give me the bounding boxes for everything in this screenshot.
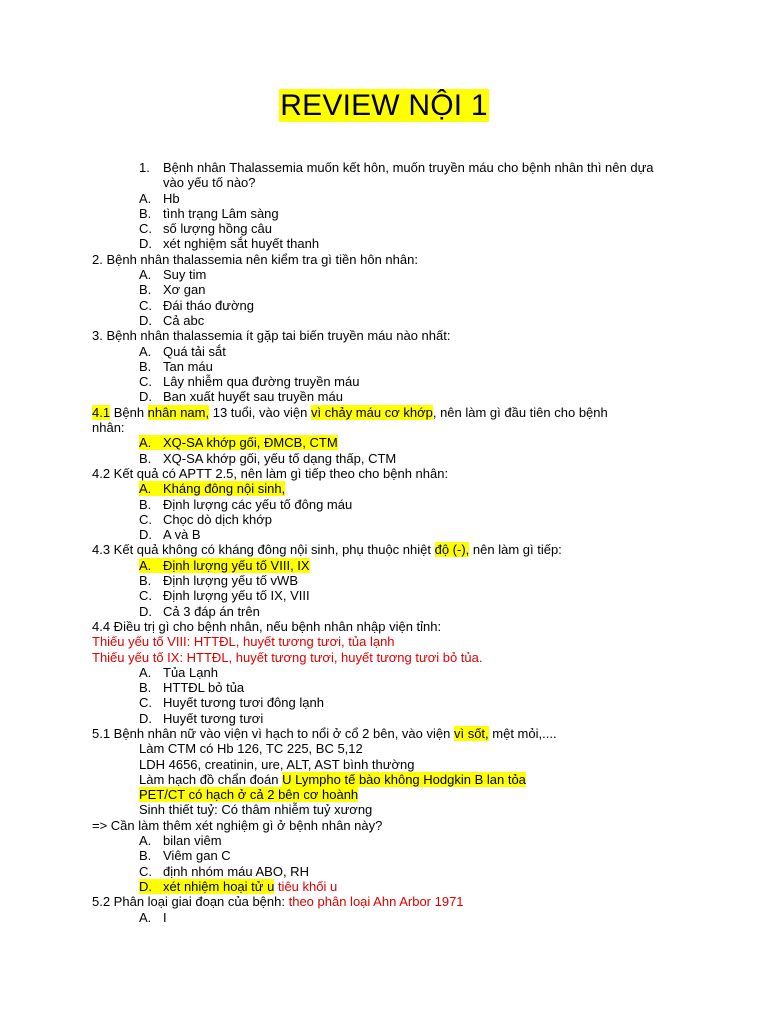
answer-note: theo phân loại Ahn Arbor 1971 [288, 894, 464, 910]
option [92, 848, 692, 863]
option-text: Huyết tương tươi đông lạnh [163, 695, 324, 711]
option [92, 665, 692, 680]
option-marker: C. [139, 511, 152, 527]
option-marker: C. [139, 588, 152, 604]
option-marker: D. [139, 603, 152, 619]
case-text: Làm hạch đồ chẩn đoán [139, 771, 283, 787]
answer-highlight [139, 879, 274, 894]
option-text: Cả abc [163, 312, 205, 328]
option-marker: A. [139, 557, 152, 573]
option-marker: C. [139, 863, 152, 879]
option-marker: D. [139, 710, 152, 726]
option [92, 864, 692, 879]
option-marker: A. [139, 190, 152, 206]
option-marker: C. [139, 221, 152, 237]
option-text: Định lượng yếu tố IX, VIII [163, 588, 310, 604]
case-info [92, 772, 692, 787]
option-text: Hb [163, 190, 180, 206]
option [92, 389, 692, 404]
option-marker: D. [139, 312, 152, 328]
question-4-2: 4.2 Kết quả có APTT 2.5, nên làm gì tiếp theo cho bệnh nhân: [92, 465, 449, 481]
option-marker: D. [139, 878, 152, 894]
option [92, 497, 692, 512]
option [92, 680, 692, 695]
option-marker: B. [139, 282, 152, 298]
answer-highlight [139, 481, 285, 496]
question-text: nên làm gì tiếp: [469, 542, 562, 558]
option-answer [92, 879, 692, 894]
option-answer [92, 481, 692, 496]
option-marker: B. [139, 680, 152, 696]
option [92, 695, 692, 710]
option [92, 451, 692, 466]
title-wrap [0, 88, 768, 124]
option-marker: A. [139, 833, 152, 849]
option-marker: B. [139, 496, 152, 512]
document-body [92, 160, 692, 925]
option-marker: A. [139, 435, 152, 451]
option-text: XQ-SA khớp gối, ĐMCB, CTM [163, 435, 338, 451]
option [92, 282, 692, 297]
question-4-1-cont: nhân: [92, 420, 125, 436]
option-answer [92, 435, 692, 450]
option-text: định nhóm máu ABO, RH [163, 863, 309, 879]
option [92, 191, 692, 206]
option-marker: A. [139, 267, 152, 283]
answer-note: Thiếu yếu tố IX: HTTĐL, huyết tương tươi, huyết tương tươi bỏ tủa. [92, 649, 483, 665]
option-text: bilan viêm [163, 833, 222, 849]
option-text: Cả 3 đáp án trên [163, 603, 260, 619]
answer-note: Thiếu yếu tố VIII: HTTĐL, huyết tương tươi, tủa lạnh [92, 634, 395, 650]
option-marker: B. [139, 848, 152, 864]
question-text: 4.3 Kết quả không có kháng đông nội sinh, phụ thuộc nhiệt [92, 542, 435, 558]
case-info: Sinh thiết tuỷ: Có thâm nhiễm tuỷ xương [139, 802, 373, 818]
option-text: HTTĐL bỏ tủa [163, 680, 245, 696]
case-info [92, 787, 692, 802]
option-marker: B. [139, 358, 152, 374]
option-text: Kháng đông nội sinh, [163, 481, 286, 497]
option-text: tình trạng Lâm sàng [163, 205, 279, 221]
option-text: số lượng hồng câu [163, 221, 273, 237]
option [92, 833, 692, 848]
page-title: REVIEW NỘI 1 [280, 89, 488, 122]
highlight: vì chảy máu cơ khớp [311, 404, 433, 420]
answer-highlight [139, 558, 310, 573]
option-marker: D. [139, 389, 152, 405]
option-text: Tủa Lạnh [163, 664, 218, 680]
option-text: Đái tháo đường [163, 297, 254, 313]
question-text: 5.2 Phân loại giai đoạn của bệnh: [92, 894, 289, 910]
option-marker: A. [139, 909, 152, 925]
option [92, 527, 692, 542]
question-text: 5.1 Bệnh nhân nữ vào viện vì hạch to nổi ở cổ 2 bên, vào viện [92, 725, 454, 741]
question-1 [92, 160, 692, 175]
option-text: Tan máu [163, 358, 213, 374]
highlight: U Lympho tế bào không Hodgkin B lan tỏa [282, 771, 526, 787]
highlight: PET/CT có hạch ở cả 2 bên cơ hoành [139, 787, 359, 803]
option-marker: A. [139, 664, 152, 680]
question-text: , nên làm gì đầu tiên cho bệnh [432, 404, 608, 420]
option-text: Ban xuất huyết sau truyền máu [163, 389, 343, 405]
option-marker: A. [139, 481, 152, 497]
question-4-3 [92, 542, 692, 557]
question-1-cont [92, 175, 692, 190]
question-4-1 [92, 405, 692, 420]
option-text: Định lượng các yếu tố đông máu [163, 496, 353, 512]
list-marker: 1. [139, 160, 150, 175]
option-text: Quá tải sắt [163, 343, 226, 359]
option-marker: B. [139, 205, 152, 221]
answer-note: tiêu khối u [274, 878, 338, 894]
question-text: Bệnh [110, 404, 148, 420]
option-text: A và B [163, 527, 201, 543]
question-4-4: 4.4 Điều trị gì cho bệnh nhân, nếu bệnh nhân nhập viện tỉnh: [92, 618, 442, 634]
option-marker: B. [139, 573, 152, 589]
highlight: vì sốt, [453, 725, 489, 741]
option-answer [92, 558, 692, 573]
option [92, 573, 692, 588]
question-2: 2. Bệnh nhân thalassemia nên kiểm tra gì tiền hôn nhân: [92, 251, 418, 267]
option-marker: B. [139, 450, 152, 466]
answer-highlight [139, 435, 338, 450]
option-text: Viêm gan C [163, 848, 231, 864]
option-text: xét nhiệm hoại tử u [163, 878, 275, 894]
question-3: 3. Bệnh nhân thalassemia ít gặp tai biến truyền máu nào nhất: [92, 328, 451, 344]
option-text: I [163, 909, 167, 925]
question-text: Bệnh nhân Thalassemia muốn kết hôn, muốn truyền máu cho bệnh nhân thì nên dựa [163, 160, 654, 175]
question-ask: => Cần làm thêm xét nghiệm gì ở bệnh nhân này? [92, 817, 383, 833]
option [92, 604, 692, 619]
question-text: vào yếu tố nào? [163, 175, 256, 191]
option-text: Lây nhiễm qua đường truyền máu [163, 374, 360, 390]
option [92, 298, 692, 313]
option [92, 313, 692, 328]
option [92, 512, 692, 527]
case-info: Làm CTM có Hb 126, TC 225, BC 5,12 [139, 741, 363, 757]
case-info: LDH 4656, creatinin, ure, ALT, AST bình thường [139, 756, 415, 772]
question-text: 13 tuổi, vào viện [209, 404, 312, 420]
option [92, 221, 692, 236]
highlight: nhân nam, [147, 404, 210, 420]
option-text: Suy tim [163, 267, 207, 283]
option-marker: D. [139, 236, 152, 252]
option [92, 374, 692, 389]
option-marker: C. [139, 695, 152, 711]
question-5-2 [92, 894, 692, 909]
option-text: Xơ gan [163, 282, 206, 298]
option [92, 588, 692, 603]
option-marker: A. [139, 343, 152, 359]
option [92, 267, 692, 282]
option-marker: D. [139, 527, 152, 543]
option-marker: C. [139, 297, 152, 313]
option [92, 206, 692, 221]
question-text: mệt mỏi,.... [488, 725, 557, 741]
option [92, 910, 692, 925]
option [92, 711, 692, 726]
option-text: xét nghiệm sắt huyết thanh [163, 236, 320, 252]
option-text: Huyết tương tươi [163, 710, 264, 726]
option-text: Định lượng yếu tố vWB [163, 573, 299, 589]
option-text: Chọc dò dịch khớp [163, 511, 272, 527]
highlight: độ (-), [434, 542, 470, 558]
option-text: Định lượng yếu tố VIII, IX [163, 557, 310, 573]
option [92, 344, 692, 359]
option [92, 359, 692, 374]
option-text: XQ-SA khớp gối, yếu tố dạng thấp, CTM [163, 450, 397, 466]
question-5-1 [92, 726, 692, 741]
option-marker: C. [139, 374, 152, 390]
option [92, 236, 692, 251]
highlight: 4.1 [92, 404, 111, 420]
